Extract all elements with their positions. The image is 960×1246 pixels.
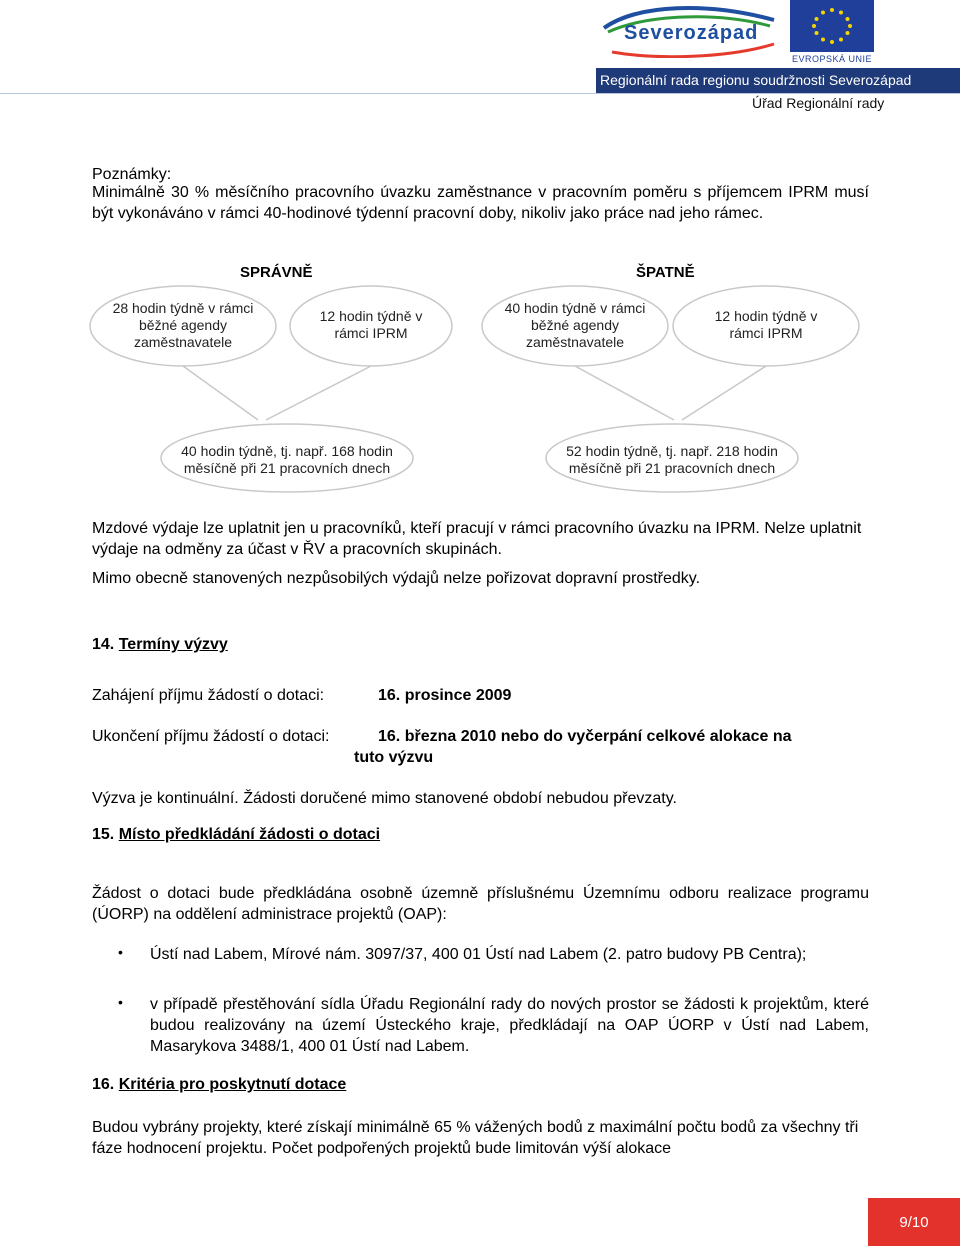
end-value: 16. března 2010 nebo do vyčerpání celkové alokace na (378, 728, 792, 745)
page-number-badge (868, 1198, 960, 1246)
ellipse-28-hours: 28 hodin týdně v rámci běžné agendy zaměstnavatele (112, 300, 254, 350)
header-divider (0, 93, 960, 94)
notes-text: Minimálně 30 % měsíčního pracovního úvazku zaměstnance v pracovním poměru s příjemcem IPRM musí být vykonáváno v rámci 40-hodinové týdenní pracovní doby, nikoliv jako práce nad jeho rámec. (92, 184, 869, 222)
ellipse-12-hours-wrong: 12 hodin týdně v rámci IPRM (714, 308, 818, 341)
notes-label: Poznámky: (92, 166, 172, 183)
end-value-cont: tuto výzvu (354, 749, 434, 766)
section-15-title: Místo předkládání žádosti o dotaci (118, 826, 381, 843)
section-14-title: Termíny výzvy (118, 636, 228, 653)
vehicles-paragraph: Mimo obecně stanovených nezpůsobilých výdajů nelze pořizovat dopravní prostředky. (92, 570, 701, 587)
section-15-heading (92, 826, 380, 844)
sum-wrong: 52 hodin týdně, tj. např. 218 hodin měsíčně při 21 pracovních dnech (566, 443, 778, 476)
criteria-paragraph: Budou vybrány projekty, které získají minimálně 65 % vážených bodů z maximální počtu bodů za všechny tři fáze hodnocení projektu. Počet podpořených projektů bude limitován výší alokace (92, 1119, 859, 1157)
bullet-dot: • (118, 944, 123, 960)
section-15-number: 15. (92, 826, 115, 843)
header-subtitle: Regionální rada regionu soudržnosti Severozápad (600, 72, 912, 88)
ellipse-12-hours-correct: 12 hodin týdně v rámci IPRM (319, 308, 423, 341)
submission-paragraph: Žádost o dotaci bude předkládána osobně územně příslušnému Územnímu odboru realizace programu (ÚORP) na oddělení administrace projektů (OAP): (92, 885, 869, 923)
continuous-note: Výzva je kontinuální. Žádosti doručené mimo stanovené období nebudou převzaty. (92, 790, 677, 807)
correct-heading: SPRÁVNĚ (240, 264, 313, 281)
header-office: Úřad Regionální rady (752, 95, 885, 111)
section-16-number: 16. (92, 1076, 115, 1093)
section-16-heading (92, 1076, 346, 1094)
bullet-address-1: Ústí nad Labem, Mírové nám. 3097/37, 400 01 Ústí nad Labem (2. patro budovy PB Centra); (150, 946, 807, 963)
eu-logo-text: EVROPSKÁ UNIE (791, 54, 873, 64)
wages-paragraph: Mzdové výdaje lze uplatnit jen u pracovníků, kteří pracují v rámci pracovního úvazku na IPRM. Nelze uplatnit výdaje na odměny za účast v ŘV a pracovních skupinách. (92, 520, 862, 558)
bullet-address-2: v případě přestěhování sídla Úřadu Regionální rady do nových prostor se žádosti k projektům, které budou realizovány na území Ústeckého kraje, předkládají na OAP ÚORP v Ústí nad Labem, Masarykova 3488/1, 400 01 Ústí nad Labem. (150, 996, 869, 1055)
hours-diagram (88, 258, 878, 508)
end-label: Ukončení příjmu žádostí o dotaci: (92, 728, 330, 745)
page-number: 9/10 (899, 1213, 929, 1231)
bullet-dot: • (118, 994, 123, 1010)
section-16-title: Kritéria pro poskytnutí dotace (118, 1076, 347, 1093)
wrong-heading: ŠPATNĚ (636, 264, 695, 281)
start-value: 16. prosince 2009 (378, 687, 512, 704)
severozapad-logo (598, 2, 778, 58)
start-label: Zahájení příjmu žádostí o dotaci: (92, 687, 325, 704)
severozapad-logo-text: Severozápad (624, 22, 759, 44)
section-14-number: 14. (92, 636, 115, 653)
sum-correct: 40 hodin týdně, tj. např. 168 hodin měsíčně při 21 pracovních dnech (181, 443, 393, 476)
eu-flag-logo (790, 0, 874, 68)
section-14-heading (92, 636, 228, 654)
ellipse-40-hours: 40 hodin týdně v rámci běžné agendy zaměstnavatele (504, 300, 646, 350)
